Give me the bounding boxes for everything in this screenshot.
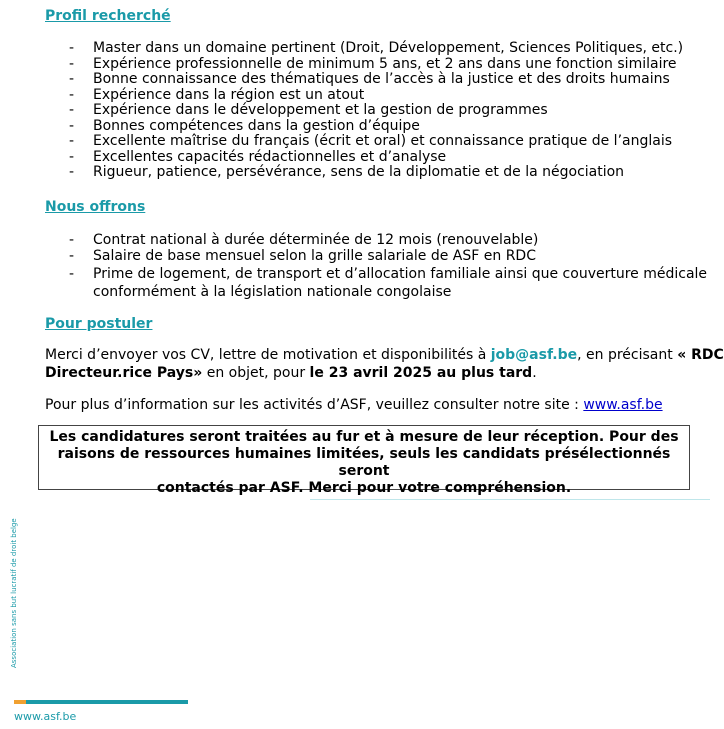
list-item: - Excellente maîtrise du français (écrit et oral) et connaissance pratique de l’anglais [69, 133, 673, 149]
profil-heading: Profil recherché [45, 8, 171, 24]
footer-bar-orange [14, 700, 26, 704]
offrons-heading: Nous offrons [45, 199, 146, 215]
sidebar-legal-text: Association sans but lucratif de droit belge [10, 518, 18, 668]
notice-box [38, 425, 690, 496]
list-item: - Bonne connaissance des thématiques de l’accès à la justice et des droits humains [69, 71, 670, 87]
info-paragraph: Pour plus d’information sur les activités d’ASF, veuillez consulter notre site : www.asf.be [45, 397, 663, 413]
footer-bar-teal [26, 700, 188, 704]
notice-line: Les candidatures seront traitées au fur et à mesure de leur réception. Pour des [49, 429, 679, 445]
list-item: - Bonnes compétences dans la gestion d’équipe [69, 118, 420, 134]
footer-url[interactable]: www.asf.be [14, 710, 77, 723]
notice-line: contactés par ASF. Merci pour votre compréhension. [156, 480, 572, 496]
email-link[interactable]: job@asf.be [490, 347, 578, 363]
list-item: - Excellentes capacités rédactionnelles et d’analyse [69, 149, 447, 165]
postuler-heading: Pour postuler [45, 316, 153, 332]
notice-line: raisons de ressources humaines limitées, seuls les candidats présélectionnés seront [57, 446, 671, 479]
apply-paragraph: Merci d’envoyer vos CV, lettre de motivation et disponibilités à job@asf.be, en précisant « RDC Directeur.rice Pays» en objet, pour le 23 avril 2025 au plus tard. [45, 347, 724, 381]
list-item-continuation: conformément à la législation nationale congolaise [93, 284, 452, 300]
list-item: - Contrat national à durée déterminée de 12 mois (renouvelable) [69, 232, 539, 248]
list-item: - Master dans un domaine pertinent (Droit, Développement, Sciences Politiques, etc.) [69, 40, 684, 56]
list-item: - Prime de logement, de transport et d’allocation familiale ainsi que couverture médicale [69, 266, 708, 282]
list-item: - Expérience dans le développement et la gestion de programmes [69, 102, 548, 118]
list-item: - Expérience dans la région est un atout [69, 87, 365, 103]
site-link[interactable]: www.asf.be [583, 397, 663, 413]
separator-line [310, 499, 710, 500]
list-item: - Expérience professionnelle de minimum 5 ans, et 2 ans dans une fonction similaire [69, 56, 677, 72]
list-item: - Rigueur, patience, persévérance, sens de la diplomatie et de la négociation [69, 164, 625, 180]
list-item: - Salaire de base mensuel selon la grille salariale de ASF en RDC [69, 248, 536, 264]
